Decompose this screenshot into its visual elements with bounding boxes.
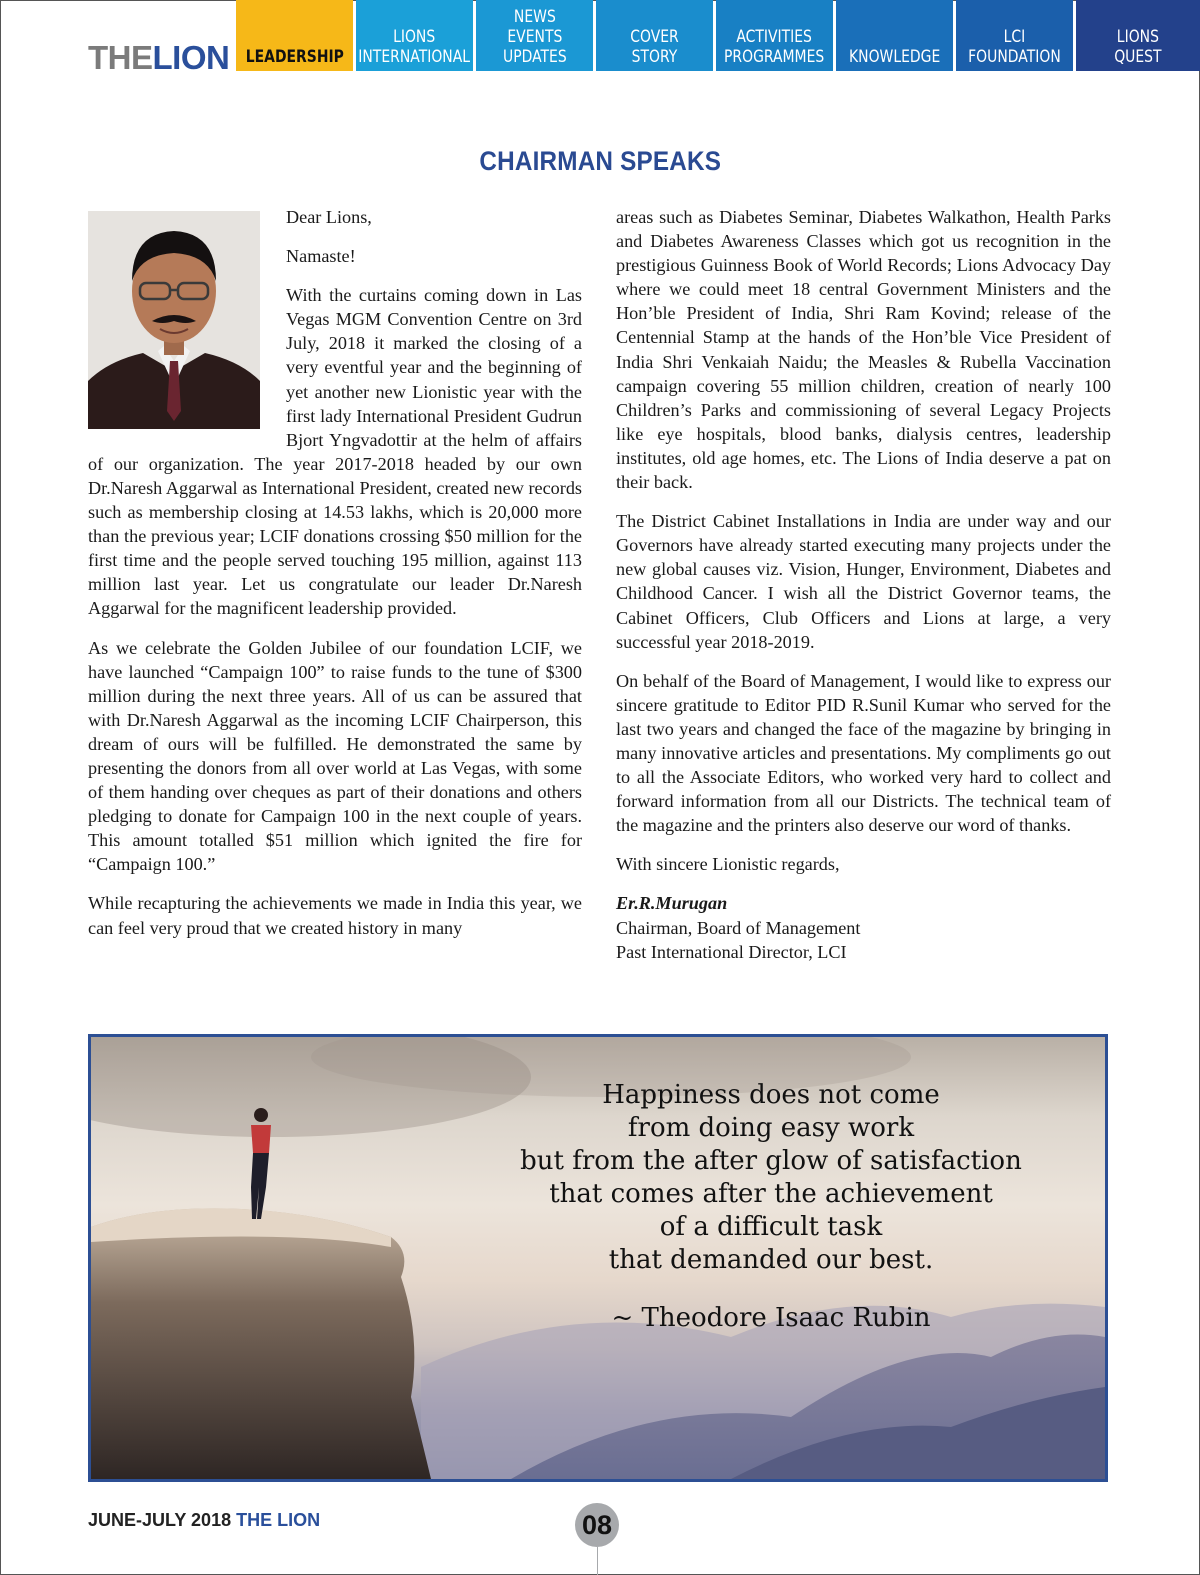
quote-line: that comes after the achievement [549,1179,993,1209]
paragraph-4: The District Cabinet Installations in India are under way and our Governors have already started executing many projects under the new global causes viz. Vision, Hunger, Environment, Diabetes and Childhood Cancer. I wish all the District Governor teams, the Cabinet Officers, Club Officers and Lions at large, a very successful year 2018-2019. [616,511,1111,652]
paragraph-2: As we celebrate the Golden Jubilee of our foundation LCIF, we have launched “Campaign 100” to raise funds to the tune of $300 million during the next three years. All of us can be assured that with Dr.Naresh Aggarwal as the incoming LCIF Chairperson, this dream of ours will be fulfilled. He demonstrated the same by presenting the donors from all over world at Las Vegas, with some of them handing over cheques as part of their donations and others pledging to donate for Campaign 100 in the next couple of years. This amount totalled $51 million which ignited the fire for “Campaign 100.” [88,637,582,875]
tab-leadership[interactable]: LEADERSHIP [236,0,353,71]
page-number-rule [597,1547,598,1575]
logo-the: THE [88,39,153,76]
greeting: Dear Lions, [286,207,372,227]
tab-knowledge[interactable]: KNOWLEDGE [836,0,953,71]
salutation: Namaste! [286,246,356,267]
quote-banner [88,1034,1108,1482]
quote-line: of a difficult task [659,1212,883,1242]
paragraph-3-start: While recapturing the achievements we made in India this year, we can feel very proud that we created history in many [88,893,582,938]
logo-lion: LION [152,39,230,76]
quote-author: ~ Theodore Isaac Rubin [611,1303,931,1333]
quote-line: from doing easy work [627,1113,915,1143]
page-title: CHAIRMAN SPEAKS [479,146,721,176]
paragraph-3-continued: areas such as Diabetes Seminar, Diabetes Walkathon, Health Parks and Diabetes Awareness Classes which got us recognition in the prestigious Guinness Book of World Records; Lions Advocacy Day where we could meet 18 central Government Ministers and the Hon’ble President of India, Shri Ram Kovind; release of the Centennial Stamp at the hands of the Hon’ble Vice President of India Shri Venkaiah Naidu; the Measles & Rubella Vaccination campaign covering 55 million children, creation of nearly 100 Children’s Parks and commissioning of several Legacy Projects like eye hospitals, blood banks, dialysis centres, leadership institutes, old age homes, etc. The Lions of India deserve a pat on their back. [616,207,1111,493]
magazine-logo[interactable] [88,40,229,76]
tab-lions-international[interactable]: LIONS INTERNATIONAL [356,0,473,71]
closing: With sincere Lionistic regards, [616,854,840,875]
tab-lions-quest[interactable]: LIONS QUEST [1076,0,1200,71]
issue-date: JUNE-JULY 2018 [88,1510,232,1530]
section-nav [236,0,1200,71]
signature-title-1: Chairman, Board of Management [616,917,861,938]
article-column-left [88,205,582,955]
tab-activities-programmes[interactable]: ACTIVITIES PROGRAMMES [716,0,833,71]
quote-line: but from the after glow of satisfaction [520,1146,1022,1176]
quote-line: Happiness does not come [602,1080,940,1110]
tab-lci-foundation[interactable]: LCI FOUNDATION [956,0,1073,71]
signature-title-2: Past International Director, LCI [616,941,847,962]
signature-block [616,891,1111,963]
paragraph-5: On behalf of the Board of Management, I would like to express our sincere gratitude to Editor PID R.Sunil Kumar who served for the last two years and changed the face of the magazine by bringing in many innovative articles and presentations. My compliments go out to all the Associate Editors, who worked very hard to collect and forward information from all our Districts. The technical team of the magazine and the printers also deserve our word of thanks. [616,670,1111,836]
paragraph-1: With the curtains coming down in Las Vegas MGM Convention Centre on 3rd July, 2018 it marked the closing of a very eventful year and the beginning of yet another new Lionistic year with the first lady International President Gudrun Bjort Yngvadottir at the helm of affairs of our organization. The year 2017-2018 headed by our own Dr.Naresh Aggarwal as International President, created new records such as membership closing at 14.53 lakhs, which is 20,000 more than the previous year; LCIF donations crossing $50 million for the first time and the people served touching 195 million, against 113 million last year. Let us congratulate our leader Dr.Naresh Aggarwal for the magnificent leadership provided. [88,285,582,619]
quote-text [486,1079,1056,1335]
signature-name: Er.R.Murugan [616,893,728,914]
quote-line: that demanded our best. [608,1245,934,1275]
page-number: 08 [575,1503,619,1547]
portrait-illustration [88,211,260,429]
footer-issue [88,1510,320,1531]
article-column-right [616,205,1111,964]
tab-news-events-updates[interactable]: NEWS EVENTS UPDATES [476,0,593,71]
tab-cover-story[interactable]: COVER STORY [596,0,713,71]
chairman-photo [88,211,260,429]
footer-brand: THE LION [236,1510,321,1530]
